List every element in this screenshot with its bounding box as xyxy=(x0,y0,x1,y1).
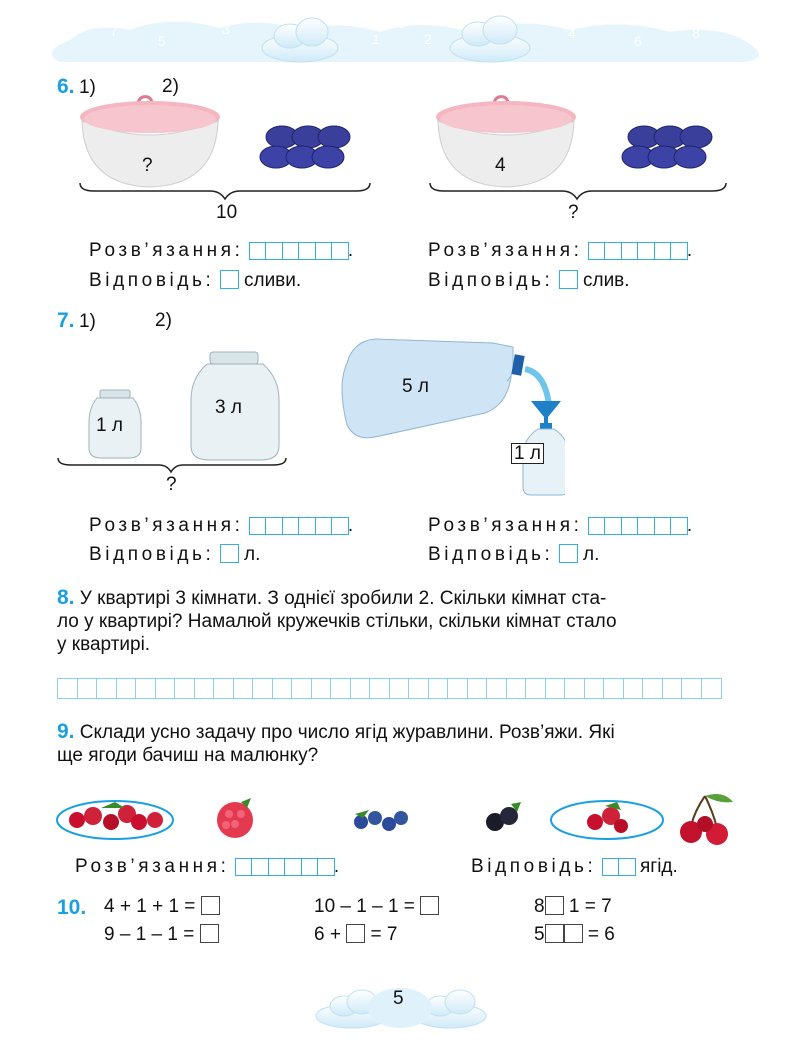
answer-box[interactable] xyxy=(559,270,578,289)
answer-boxes[interactable] xyxy=(588,242,687,260)
jar-label: 3 л xyxy=(215,397,242,418)
answer-label: Відповідь: xyxy=(428,270,554,291)
answer-box[interactable] xyxy=(220,270,239,289)
task8-text: 8. У квартирі 3 кімнати. З однієї зробили 2. Скільки кімнат ста- ло у квартирі? Намалюй кружечків стільки, скільки кімнат стало у квартирі. xyxy=(57,586,617,655)
raspberry xyxy=(217,798,253,838)
answer-box[interactable] xyxy=(545,896,564,915)
answer-box[interactable] xyxy=(346,924,365,943)
part-label: 1) xyxy=(78,77,96,98)
answer-box[interactable] xyxy=(559,544,578,563)
answer-unit: слив. xyxy=(582,270,630,291)
header-digit: 7 xyxy=(110,23,118,39)
answer-boxes[interactable] xyxy=(249,517,348,535)
bottle-label: 1 л xyxy=(511,443,544,464)
header-cloud-band xyxy=(0,0,800,70)
answer-label: Відповідь: xyxy=(89,544,215,565)
header-digit: 2 xyxy=(424,31,432,47)
answer-boxes[interactable] xyxy=(588,517,687,535)
task7-answer-2 xyxy=(428,544,599,566)
drawing-cell-strip[interactable] xyxy=(57,678,720,699)
expression: 4 + 1 + 1 = xyxy=(104,896,220,918)
answer-boxes[interactable] xyxy=(249,242,348,260)
header-digit: 8 xyxy=(692,25,700,41)
solution-label: Розв’язання: xyxy=(89,515,244,536)
task7-heading xyxy=(57,309,96,333)
solution-label: Розв’язання: xyxy=(428,240,583,261)
solution-label: Розв’язання: xyxy=(428,515,583,536)
task6-answer-2 xyxy=(428,270,630,292)
task7-solution-1: Розв’язання: . xyxy=(89,515,354,536)
task7-bottles xyxy=(335,325,565,500)
task9-text: 9. Склади усно задачу про число ягід журавлини. Розв’яжи. Які ще ягоди бачиш на малюнку? xyxy=(57,720,615,766)
task-number: 8. xyxy=(57,586,75,609)
blueberries xyxy=(354,810,408,831)
expression: 9 – 1 – 1 = xyxy=(104,924,219,946)
plums-group xyxy=(622,126,712,168)
answer-box[interactable] xyxy=(545,924,564,943)
answer-label: Відповідь: xyxy=(428,544,554,565)
answer-unit: сливи. xyxy=(243,270,302,291)
total-label: 10 xyxy=(216,202,238,223)
task7-answer-1 xyxy=(89,544,260,566)
bowl-label: ? xyxy=(142,155,153,176)
answer-unit: ягід. xyxy=(639,856,678,877)
cherries xyxy=(680,794,733,845)
answer-box[interactable] xyxy=(200,924,219,943)
cranberries-group-2 xyxy=(551,801,663,839)
expression: 10 – 1 – 1 = xyxy=(314,896,439,918)
bottle-label: 5 л xyxy=(402,376,429,397)
plums-group xyxy=(260,126,350,168)
cranberries-group-1 xyxy=(57,801,173,839)
answer-box[interactable] xyxy=(201,896,220,915)
task7-solution-2: Розв’язання: . xyxy=(428,515,693,536)
answer-box[interactable] xyxy=(220,544,239,563)
answer-label: Відповідь: xyxy=(89,270,215,291)
task6-picture-2 xyxy=(422,95,742,225)
total-label: ? xyxy=(166,474,177,495)
task-number: 9. xyxy=(57,720,75,743)
header-digit: 4 xyxy=(568,25,576,41)
header-digit: 0 xyxy=(398,15,406,31)
answer-box[interactable] xyxy=(420,896,439,915)
solution-label: Розв’язання: xyxy=(75,856,230,877)
answer-unit: л. xyxy=(243,544,261,565)
expression: 8 1 = 7 xyxy=(534,896,612,917)
expression: 6 + = 7 xyxy=(314,924,398,945)
answer-boxes[interactable] xyxy=(602,858,635,876)
part-label: 2) xyxy=(155,310,172,331)
part-label: 1) xyxy=(78,311,96,332)
task9-solution: Розв’язання: . xyxy=(75,856,340,877)
part-label: 2) xyxy=(162,76,179,97)
solution-label: Розв’язання: xyxy=(89,240,244,261)
task-number: 7. xyxy=(57,309,75,332)
header-digit: 1 xyxy=(372,31,380,47)
header-digit: 3 xyxy=(222,21,230,37)
task6-answer-1 xyxy=(89,270,301,292)
answer-box[interactable] xyxy=(564,924,583,943)
answer-boxes[interactable] xyxy=(235,858,334,876)
big-bottle xyxy=(342,339,525,438)
total-label: ? xyxy=(568,202,579,223)
bowl-label: 4 xyxy=(495,155,506,176)
water-stream xyxy=(525,369,549,405)
blackberries xyxy=(486,802,521,831)
task6-solution-1: Розв’язання: . xyxy=(89,240,354,261)
jar-label: 1 л xyxy=(96,415,123,436)
header-digit: 6 xyxy=(634,33,642,49)
task9-answer xyxy=(471,856,678,878)
header-digit: 5 xyxy=(158,33,166,49)
funnel xyxy=(531,401,561,417)
answer-unit: л. xyxy=(582,544,600,565)
task-number: 10. xyxy=(57,896,87,919)
task-number: 6. xyxy=(57,75,75,98)
berries-row xyxy=(55,790,745,850)
page-number: 5 xyxy=(393,988,404,1009)
answer-label: Відповідь: xyxy=(471,856,597,877)
task6-solution-2: Розв’язання: . xyxy=(428,240,693,261)
expression: 5 = 6 xyxy=(534,924,615,945)
task7-jars xyxy=(55,350,295,475)
